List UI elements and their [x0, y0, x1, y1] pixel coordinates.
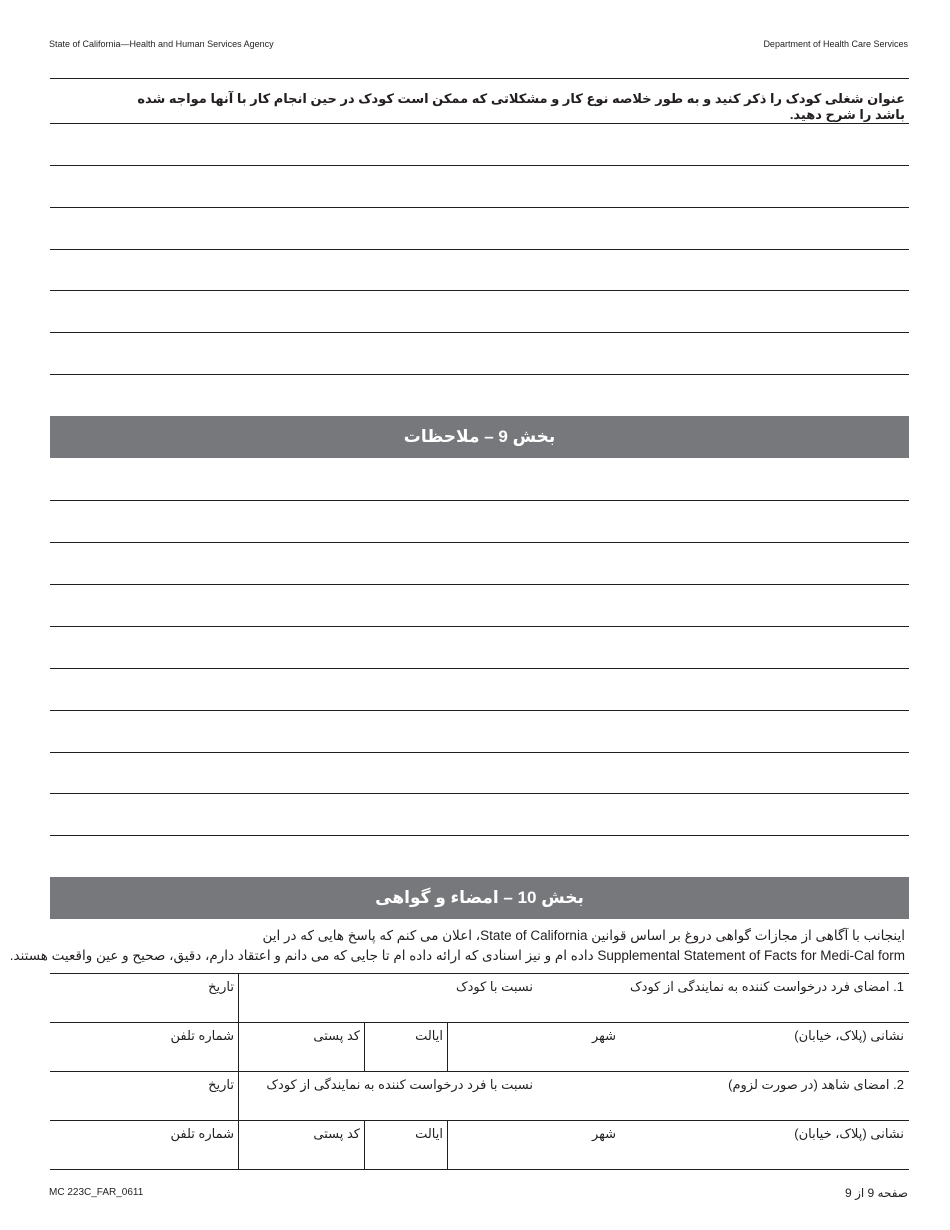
answer-line-2[interactable] [50, 165, 909, 166]
applicant-phone-field[interactable]: شماره تلفن [170, 1028, 234, 1043]
witness-date-field[interactable]: تاریخ [208, 1077, 234, 1092]
applicant-date-field[interactable]: تاریخ [208, 979, 234, 994]
section-9-header: بخش 9 – ملاحظات [50, 416, 909, 458]
applicant-signature-field[interactable]: 1. امضای فرد درخواست کننده به نمایندگی از کودک [630, 979, 904, 994]
certification-statement [9, 926, 905, 966]
remarks-line-2[interactable] [50, 542, 909, 543]
witness-phone-field[interactable]: شماره تلفن [170, 1126, 234, 1141]
witness-zip-field[interactable]: کد پستی [238, 1121, 365, 1169]
agency-name: State of California—Health and Human Services Agency [49, 39, 274, 49]
signature-table [50, 973, 909, 1170]
applicant-address-field[interactable]: نشانی (پلاک، خیابان) [794, 1028, 904, 1043]
applicant-signature-row [50, 973, 909, 1022]
answer-line-6[interactable] [50, 332, 909, 333]
witness-signature-row [50, 1071, 909, 1120]
divider-line [50, 78, 909, 79]
remarks-line-3[interactable] [50, 584, 909, 585]
remarks-line-8[interactable] [50, 793, 909, 794]
witness-signature-field[interactable]: 2. امضای شاهد (در صورت لزوم) [728, 1077, 904, 1092]
answer-line-3[interactable] [50, 207, 909, 208]
department-name: Department of Health Care Services [763, 39, 908, 49]
applicant-state-field[interactable]: ایالت [364, 1023, 448, 1071]
witness-state-field[interactable]: ایالت [364, 1121, 448, 1169]
remarks-line-1[interactable] [50, 500, 909, 501]
remarks-line-9[interactable] [50, 835, 909, 836]
remarks-line-5[interactable] [50, 668, 909, 669]
witness-address-row [50, 1120, 909, 1170]
section-10-header: بخش 10 – امضاء و گواهی [50, 877, 909, 919]
witness-address-field[interactable]: نشانی (پلاک، خیابان) [794, 1126, 904, 1141]
witness-city-field[interactable]: شهر [447, 1121, 621, 1169]
job-description-question: عنوان شغلی کودک را ذکر کنید و به طور خلاصه نوع کار و مشکلاتی که ممکن است کودک در حین انجام کار با آنها مواجه شده باشد را شرح دهید. [137, 91, 905, 122]
form-id: MC 223C_FAR_0611 [49, 1187, 144, 1198]
answer-line-7[interactable] [50, 374, 909, 375]
remarks-line-6[interactable] [50, 710, 909, 711]
remarks-line-4[interactable] [50, 626, 909, 627]
remarks-line-7[interactable] [50, 752, 909, 753]
witness-relationship-field[interactable]: نسبت با فرد درخواست کننده به نمایندگی از کودک [238, 1072, 538, 1120]
applicant-zip-field[interactable]: کد پستی [238, 1023, 365, 1071]
answer-line-1[interactable] [50, 123, 909, 124]
applicant-address-row [50, 1022, 909, 1071]
applicant-city-field[interactable]: شهر [447, 1023, 621, 1071]
page-number: صفحه 9 از 9 [845, 1186, 908, 1200]
applicant-relationship-field[interactable]: نسبت با کودک [238, 974, 538, 1022]
certification-line-2: Supplemental Statement of Facts for Medi-Cal form داده ام و نیز اسنادی که ارائه داده ام تا جایی که می دانم و اعتقاد دارم، دقیق، صحیح و عین واقعیت هستند. [9, 948, 905, 963]
answer-line-5[interactable] [50, 290, 909, 291]
certification-line-1: اینجانب با آگاهی از مجازات گواهی دروغ بر اساس قوانین State of California، اعلان می کنم که پاسخ هایی که در این [262, 928, 905, 943]
answer-line-4[interactable] [50, 249, 909, 250]
